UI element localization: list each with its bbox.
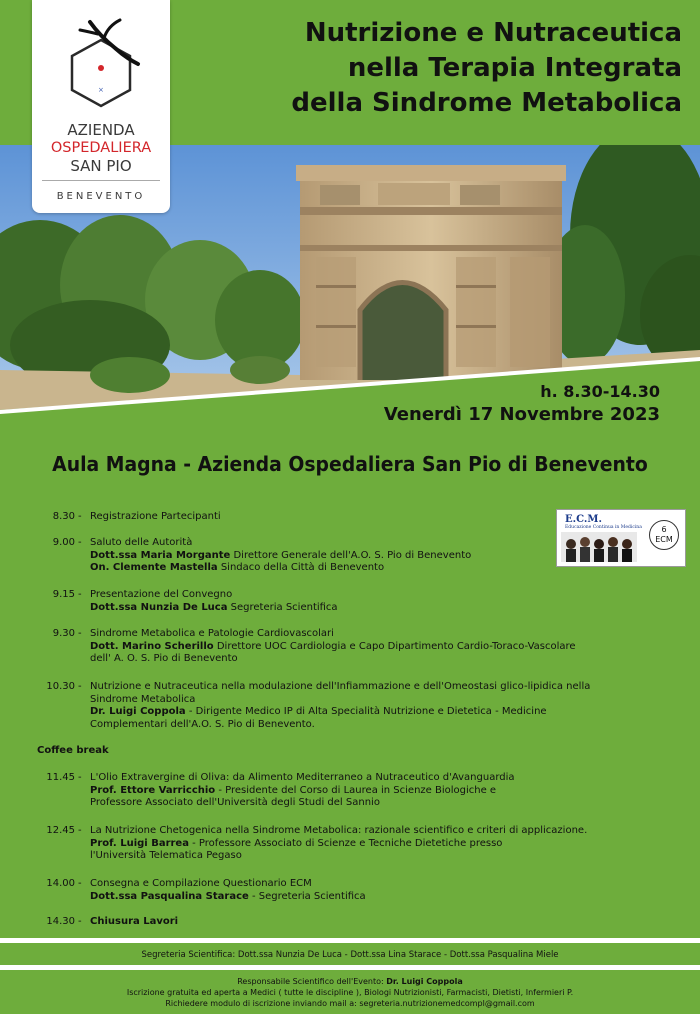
speaker-name: Dott.ssa Nunzia De Luca	[90, 601, 228, 613]
responsabile-line	[0, 976, 700, 987]
program-body	[90, 878, 615, 903]
speaker-name: Dott. Marino Scherillo	[90, 640, 214, 652]
program-time: 14.00	[46, 878, 75, 889]
program-text: Direttore UOC Cardiologia e Capo Dipartimento Cardio-Toraco-Vascolare	[213, 640, 576, 652]
footer-info	[0, 976, 700, 1009]
footer-divider-bottom	[0, 965, 700, 970]
speaker-name: On. Clemente Mastella	[90, 562, 218, 573]
ecm-credits-label: ECM	[655, 535, 673, 544]
program-text: - Segreteria Scientifica	[248, 890, 366, 902]
program-line	[90, 602, 615, 615]
program-dash: -	[78, 916, 82, 927]
program-dash: -	[78, 537, 82, 548]
ecm-credits-circle	[649, 520, 679, 550]
program-line	[90, 719, 615, 732]
footer-divider-top	[0, 938, 700, 943]
program-text: L'Olio Extravergine di Oliva: da Alimento Mediterraneo a Nutraceutico d'Avanguardia	[90, 772, 515, 783]
logo-line-san-pio: SAN PIO	[70, 157, 132, 175]
program-line	[90, 797, 615, 810]
speaker-name: Dott.ssa Pasqualina Starace	[90, 890, 249, 902]
program-line	[90, 706, 615, 719]
program-body	[90, 511, 615, 524]
event-date: Venerdì 17 Novembre 2023	[383, 404, 660, 425]
program-text: Sindrome Metabolica e Patologie Cardiovascolari	[90, 628, 334, 639]
program-line	[90, 550, 615, 563]
program-text: - Professore Associato di Scienze e Tecniche Dietetiche presso	[188, 837, 503, 849]
program-line	[90, 850, 615, 863]
program-line	[90, 537, 615, 550]
program-text: Sindrome Metabolica	[90, 693, 196, 705]
program-line	[90, 838, 615, 851]
title-line-2: nella Terapia Integrata	[347, 53, 682, 83]
program-text: Segreteria Scientifica	[227, 601, 338, 613]
segreteria-scientifica: Segreteria Scientifica: Dott.ssa Nunzia De Luca - Dott.ssa Lina Starace - Dott.ssa Pasqualina Miele	[141, 950, 559, 960]
program-body	[90, 772, 615, 810]
program-line	[90, 891, 615, 904]
logo-line-ospedaliera: OSPEDALIERA	[50, 140, 152, 156]
program-time: 9.15	[52, 589, 75, 600]
program-time: 10.30	[46, 681, 75, 692]
program-time: 8.30	[52, 511, 75, 522]
program-body	[90, 537, 615, 575]
program-dash: -	[78, 628, 82, 639]
program-text: Sindaco della Città di Benevento	[217, 562, 385, 573]
program-body	[90, 589, 615, 614]
program-line	[90, 562, 615, 575]
logo-line-azienda: AZIENDA	[67, 121, 135, 139]
program-line	[90, 878, 615, 891]
program-dash: -	[78, 589, 82, 600]
program-text: Saluto delle Autorità	[90, 537, 193, 548]
program-dash: -	[78, 878, 82, 889]
program-body	[90, 681, 615, 731]
program-body	[90, 825, 615, 863]
svg-text:×: ×	[98, 86, 104, 94]
modulo-line: Richiedere modulo di iscrizione inviando mail a: segreteria.nutrizionemedcompl@gmail.com	[165, 999, 535, 1008]
program-time: 9.30	[52, 628, 75, 639]
program-text: La Nutrizione Chetogenica nella Sindrome Metabolica: razionale scientifico e criteri di applicazione.	[90, 825, 588, 836]
ecm-title: E.C.M.	[565, 514, 602, 525]
hospital-emblem-icon	[60, 18, 142, 110]
program-text: Presentazione del Convegno	[90, 589, 233, 600]
title-line-3: della Sindrome Metabolica	[291, 88, 682, 118]
iscrizione-line: Iscrizione gratuita ed aperta a Medici ( tutte le discipline ), Biologi Nutrizionisti, Farmacisti, Dietisti, Infermieri P.	[126, 988, 574, 997]
program-line	[90, 694, 615, 707]
program-line	[90, 653, 615, 666]
arch-structure	[296, 165, 566, 380]
ecm-subtitle: Educazione Continua in Medicina	[565, 525, 642, 530]
program-line	[90, 916, 615, 929]
program-dash: -	[78, 772, 82, 783]
program-text: Consegna e Compilazione Questionario ECM	[90, 878, 312, 889]
event-title	[202, 16, 682, 121]
program-line	[90, 589, 615, 602]
program-time: 9.00	[52, 537, 75, 548]
program-text: - Presidente del Corso di Laurea in Scienze Biologiche e	[215, 784, 497, 796]
program-text: Direttore Generale dell'A.O. S. Pio di Benevento	[230, 549, 472, 561]
program-text: Registrazione Partecipanti	[90, 511, 221, 522]
program-time: 14.30	[46, 916, 75, 927]
program-line	[90, 785, 615, 798]
program-line	[90, 628, 615, 641]
ecm-credits: 6	[661, 525, 667, 534]
program-body	[90, 916, 615, 929]
responsabile-label: Responsabile Scientifico dell'Evento:	[237, 977, 387, 986]
program-line	[90, 772, 615, 785]
logo-line-benevento: BENEVENTO	[56, 191, 146, 202]
program-time: 12.45	[46, 825, 75, 836]
program-text: l'Università Telematica Pegaso	[90, 850, 242, 861]
speaker-name: Prof. Ettore Varricchio	[90, 784, 216, 796]
bottom-strip	[0, 1014, 700, 1024]
speaker-name: Dr. Luigi Coppola	[90, 706, 186, 717]
program-body	[90, 628, 615, 666]
speaker-name: Chiusura Lavori	[90, 916, 179, 927]
responsabile-name: Dr. Luigi Coppola	[386, 977, 463, 986]
program-line	[90, 641, 615, 654]
program-text: - Dirigente Medico IP di Alta Specialità Nutrizione e Dietetica - Medicine	[185, 706, 547, 717]
program-text: Complementari dell'A.O. S. Pio di Benevento.	[90, 718, 315, 730]
hospital-logo	[32, 0, 170, 213]
event-hours: h. 8.30-14.30	[540, 382, 660, 401]
event-venue: Aula Magna - Azienda Ospedaliera San Pio di Benevento	[52, 452, 648, 476]
program-dash: -	[78, 681, 82, 692]
speaker-name: Prof. Luigi Barrea	[90, 837, 189, 849]
program-dash: -	[78, 511, 82, 522]
program-text: Nutrizione e Nutraceutica nella modulazione dell'Infiammazione e dell'Omeostasi glico-lipidica nella	[90, 681, 591, 692]
program-text: Professore Associato dell'Università degli Studi del Sannio	[90, 797, 380, 808]
title-line-1: Nutrizione e Nutraceutica	[304, 18, 682, 48]
program-time: 11.45	[46, 772, 75, 783]
program-dash: -	[78, 825, 82, 836]
logo-divider	[42, 180, 160, 181]
program-line	[90, 681, 615, 694]
program-text: dell' A. O. S. Pio di Benevento	[90, 653, 238, 664]
coffee-break: Coffee break	[37, 745, 109, 756]
program-line	[90, 511, 615, 524]
program-line	[90, 825, 615, 838]
speaker-name: Dott.ssa Maria Morgante	[90, 549, 231, 561]
